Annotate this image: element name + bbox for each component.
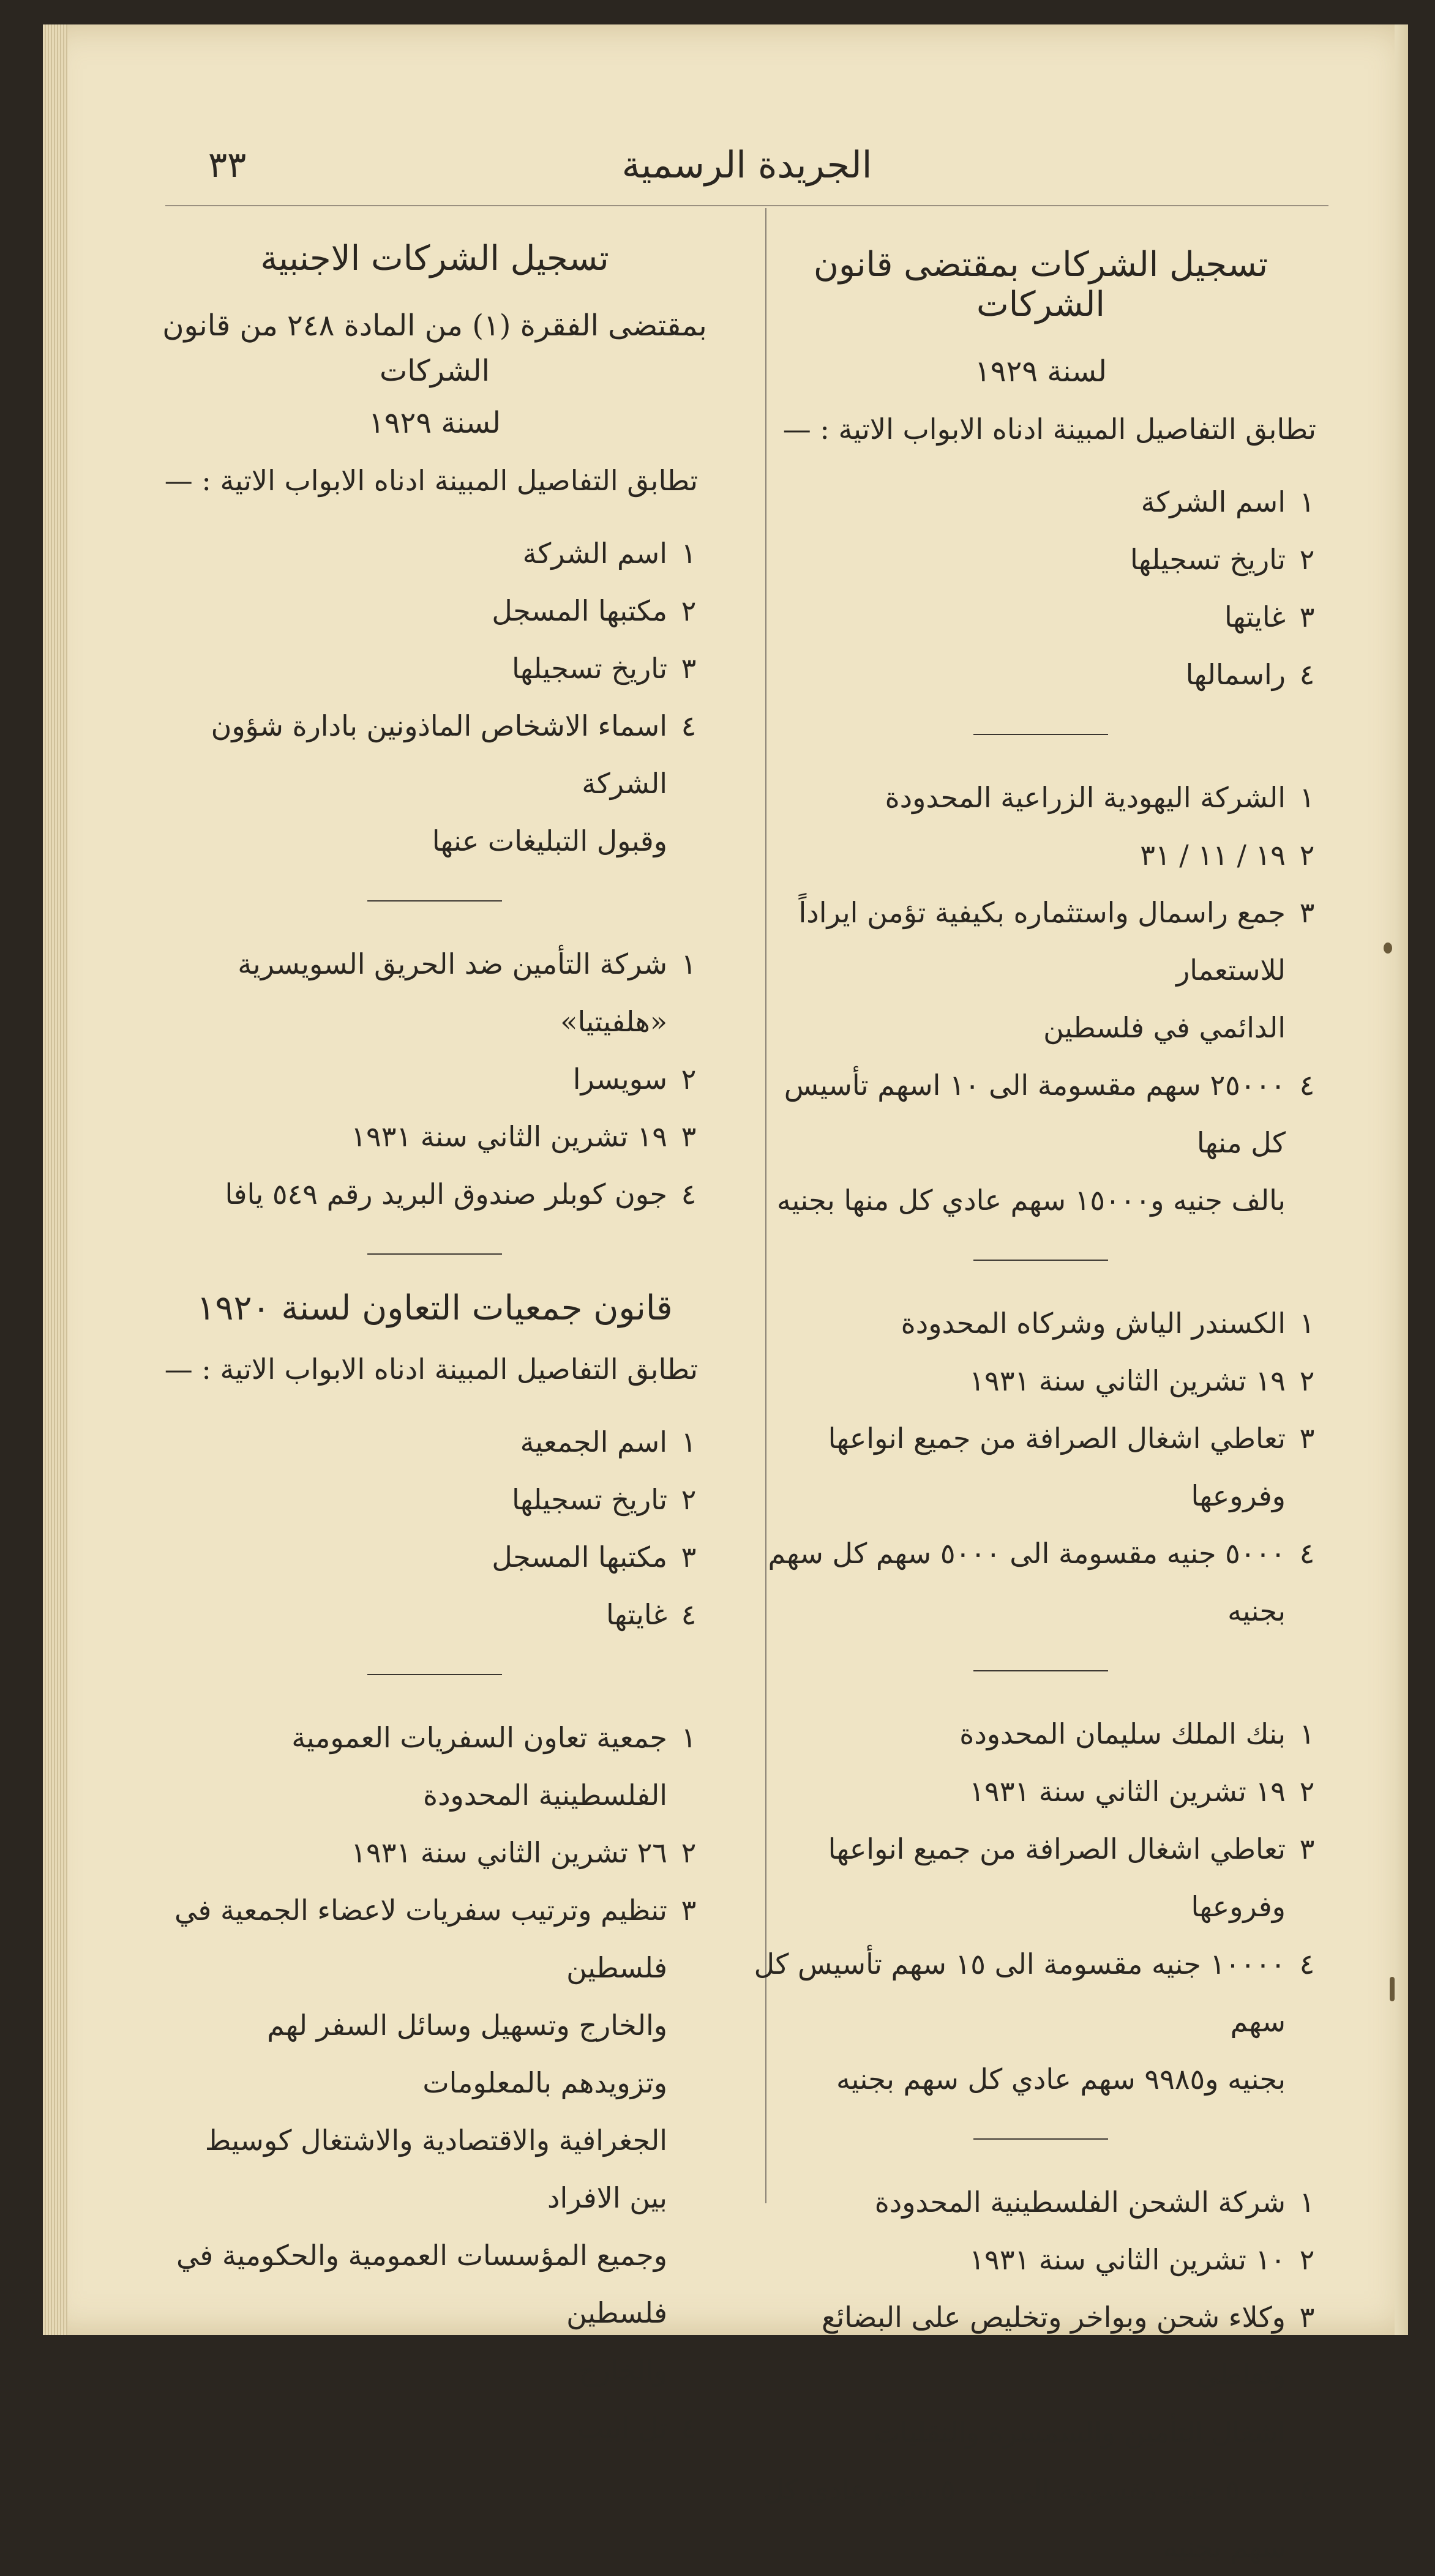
company-entry bbox=[753, 2173, 1328, 2576]
company-entry bbox=[753, 1705, 1328, 2108]
entry-number bbox=[667, 2227, 710, 2342]
entry-number: ٤ bbox=[1299, 1947, 1315, 1981]
entry-text: ٢٥٠٠٠ سهم مقسومة الى ١٠ اسهم تأسيس كل منها bbox=[784, 1069, 1286, 1160]
entry-line bbox=[753, 1409, 1328, 1525]
field-number: ١ bbox=[681, 1425, 697, 1459]
entry-line bbox=[753, 2173, 1328, 2231]
entry-line bbox=[753, 1705, 1328, 1763]
entry-line bbox=[159, 2399, 710, 2457]
entry-number: ١ bbox=[1299, 781, 1315, 815]
entry-number: ١ bbox=[1299, 2186, 1315, 2219]
entry-number bbox=[667, 1996, 710, 2111]
entry-text: جمع راسمال واستثماره بكيفية تؤمن ايراداً للاستعمار bbox=[798, 896, 1286, 987]
entry-line bbox=[159, 2111, 710, 2227]
section-title: تسجيل الشركات الاجنبية bbox=[260, 239, 609, 278]
field-label: تاريخ تسجيلها bbox=[511, 652, 667, 685]
field-item bbox=[159, 1528, 710, 1586]
field-label: اسم الشركة bbox=[522, 537, 667, 570]
entry-text: الكسندر الياش وشركاه المحدودة bbox=[901, 1307, 1286, 1340]
field-number: ٢ bbox=[681, 594, 697, 628]
entry-text: ١٠ تشرين الثاني سنة ١٩٣١ bbox=[969, 2243, 1286, 2277]
field-label: تاريخ تسجيلها bbox=[511, 1483, 667, 1517]
entry-line bbox=[753, 2231, 1328, 2288]
field-item bbox=[159, 582, 710, 640]
field-number: ٣ bbox=[1299, 600, 1315, 634]
entry-continuation: بالف جنيه و١٥٠٠٠ سهم عادي كل منها بجنيه bbox=[776, 1184, 1286, 1217]
entry-number: ٢ bbox=[1299, 1775, 1315, 1809]
field-label: مكتبها المسجل bbox=[492, 594, 667, 628]
divider-rule bbox=[367, 1674, 502, 1675]
entry-text: تعاطي اشغال الصرافة من جميع انواعها وفروعها bbox=[828, 1422, 1286, 1513]
ink-spot bbox=[1390, 1977, 1395, 2001]
entry-line bbox=[753, 769, 1328, 826]
entry-line bbox=[159, 2342, 710, 2399]
field-continuation: وقبول التبليغات عنها bbox=[432, 824, 667, 858]
field-label: اسم الشركة bbox=[1141, 485, 1286, 519]
entry-number: ٢ bbox=[681, 1836, 697, 1870]
entry-number: ٣ bbox=[681, 1894, 697, 1927]
field-number: ٣ bbox=[681, 1540, 697, 1574]
entry-number: ٢ bbox=[1299, 838, 1315, 872]
entry-text: والخارج وتسهيل وسائل السفر لهم وتزويدهم بالمعلومات bbox=[267, 2009, 667, 2100]
page-number: ٣٣ bbox=[208, 144, 247, 185]
entry-text: ١٠٠٠٠ جنيه مقسومة الى ١٥ سهم تأسيس كل سهم bbox=[754, 1947, 1286, 2039]
field-number: ١ bbox=[681, 537, 697, 570]
entry-line bbox=[159, 1050, 710, 1108]
field-number: ١ bbox=[1299, 485, 1315, 519]
entry-number: ١ bbox=[1299, 1717, 1315, 1751]
entry-text: ٥٠٠٠ جنيه مقسومة الى ٥٠٠٠ سهم عادي كل bbox=[763, 2473, 1286, 2507]
field-item bbox=[159, 1471, 710, 1528]
company-entry bbox=[753, 1294, 1328, 1640]
entry-number: ٢ bbox=[1299, 2243, 1315, 2277]
entry-number: ٢ bbox=[1299, 1364, 1315, 1398]
entry-number: ٤ bbox=[1299, 1069, 1315, 1102]
entry-line bbox=[753, 1056, 1328, 1171]
entry-text: بنك الملك سليمان المحدودة bbox=[959, 1717, 1286, 1751]
entry-text: جمعية تعاون السفريات العمومية الفلسطينية المحدودة bbox=[291, 1721, 667, 1812]
entry-line bbox=[159, 1824, 710, 1881]
entry-line bbox=[159, 1881, 710, 1996]
divider-rule bbox=[973, 1260, 1108, 1261]
coop-section-title: قانون جمعيات التعاون لسنة ١٩٢٠ bbox=[197, 1288, 673, 1329]
entry-number: ٣ bbox=[1299, 2301, 1315, 2334]
divider-rule bbox=[367, 900, 502, 902]
entry-text: ١٩ تشرين الثاني سنة ١٩٣١ bbox=[351, 1120, 667, 1154]
entry-line bbox=[753, 1820, 1328, 1935]
entry-line bbox=[159, 1165, 710, 1223]
field-item bbox=[159, 1586, 710, 1643]
section-subtitle: لسنة ١٩٢٩ bbox=[974, 354, 1107, 389]
entry-text: سويسرا bbox=[572, 1062, 667, 1096]
field-item bbox=[159, 640, 710, 697]
entry-text: تنظيم وترتيب سفريات لاعضاء الجمعية في فلسطين bbox=[174, 1894, 667, 1985]
entry-text: شركة الشحن الفلسطينية المحدودة bbox=[874, 2186, 1286, 2219]
entry-number: ٣ bbox=[681, 1120, 697, 1154]
field-number: ٢ bbox=[1299, 543, 1315, 577]
field-list bbox=[159, 1413, 710, 1643]
entry-text: تعاطي اشغال الصرافة من جميع انواعها وفروعها bbox=[828, 1832, 1286, 1924]
coop-section-intro: تطابق التفاصيل المبينة ادناه الابواب الاتية : — bbox=[164, 1353, 698, 1386]
entry-number: ٤ bbox=[681, 2411, 697, 2445]
gazette-page bbox=[43, 24, 1408, 2564]
entry-number: ١ bbox=[681, 1721, 697, 1755]
field-label: راسمالها bbox=[1185, 658, 1286, 692]
entry-line bbox=[753, 1935, 1328, 2050]
entry-line bbox=[753, 2288, 1328, 2403]
entry-text: شركة التأمين ضد الحريق السويسرية «هلفيتيا» bbox=[238, 947, 667, 1039]
field-number: ٤ bbox=[681, 709, 697, 743]
entry-line bbox=[753, 1352, 1328, 1409]
entry-number: ٣ bbox=[1299, 1422, 1315, 1455]
entry-number: ١ bbox=[1299, 1307, 1315, 1340]
entry-line bbox=[753, 826, 1328, 884]
entry-line bbox=[753, 1763, 1328, 1820]
entry-number bbox=[667, 2342, 710, 2399]
entry-number: ١ bbox=[681, 947, 697, 981]
entry-line bbox=[753, 1525, 1328, 1640]
divider-rule bbox=[973, 2138, 1108, 2140]
entry-continuation: الدائمي في فلسطين bbox=[1043, 1011, 1286, 1045]
entry-number: ٣ bbox=[1299, 1832, 1315, 1866]
field-item bbox=[753, 473, 1328, 531]
right-column bbox=[753, 233, 1328, 2576]
page-header bbox=[165, 132, 1328, 206]
entry-text: وجميع المؤسسات العمومية والحكومية في فلسطين bbox=[176, 2239, 667, 2330]
entry-line bbox=[159, 1709, 710, 1824]
foreign-company-entry bbox=[159, 935, 710, 1223]
entry-number: ٤ bbox=[1299, 1537, 1315, 1570]
page-stack-edges bbox=[43, 24, 67, 2335]
section-title: تسجيل الشركات بمقتضى قانون الشركات bbox=[813, 245, 1268, 324]
page-right-edge bbox=[1395, 24, 1408, 2335]
entry-continuation: بجنيه و٩٩٨٥ سهم عادي كل سهم بجنيه bbox=[836, 2063, 1286, 2096]
page-title: الجريدة الرسمية bbox=[621, 144, 872, 187]
entry-number: ٣ bbox=[1299, 896, 1315, 930]
entry-number: ٢ bbox=[681, 1062, 697, 1096]
entry-text: والخارج bbox=[579, 2354, 667, 2387]
field-item bbox=[159, 697, 710, 812]
entry-line bbox=[753, 884, 1328, 999]
field-number: ٤ bbox=[681, 1598, 697, 1632]
section-intro: تطابق التفاصيل المبينة ادناه الابواب الاتية : — bbox=[164, 464, 698, 498]
field-label: مكتبها المسجل bbox=[492, 1540, 667, 1574]
divider-rule bbox=[973, 734, 1108, 735]
section-subtitle: بمقتضى الفقرة (١) من المادة ٢٤٨ من قانون الشركات bbox=[162, 308, 707, 389]
coop-society-entry bbox=[159, 1709, 710, 2457]
entry-number: ٤ bbox=[1299, 2473, 1315, 2507]
left-column bbox=[159, 226, 710, 2457]
entry-text: تل ابيب bbox=[577, 2411, 667, 2445]
field-item bbox=[753, 646, 1328, 703]
field-list bbox=[753, 473, 1328, 703]
entry-text: الشركة اليهودية الزراعية المحدودة bbox=[885, 781, 1286, 815]
field-item bbox=[159, 1413, 710, 1471]
field-list bbox=[159, 525, 710, 870]
field-label: تاريخ تسجيلها bbox=[1130, 543, 1286, 577]
ink-spot bbox=[1384, 943, 1392, 954]
field-label: اسم الجمعية bbox=[520, 1425, 667, 1459]
field-number: ٣ bbox=[681, 652, 697, 685]
entry-line bbox=[159, 1108, 710, 1165]
entry-line bbox=[159, 1996, 710, 2111]
field-item bbox=[753, 588, 1328, 646]
entry-number: ٤ bbox=[681, 1178, 697, 1211]
entry-text: جون كوبلر صندوق البريد رقم ٥٤٩ يافا bbox=[225, 1178, 667, 1211]
field-label: اسماء الاشخاص الماذونين بادارة شؤون الشركة bbox=[211, 709, 667, 801]
field-item bbox=[159, 525, 710, 582]
company-entry bbox=[753, 769, 1328, 1229]
field-number: ٢ bbox=[681, 1483, 697, 1517]
entry-text: ١٩ تشرين الثاني سنة ١٩٣١ bbox=[969, 1775, 1286, 1809]
section-intro: تطابق التفاصيل المبينة ادناه الابواب الاتية : — bbox=[782, 413, 1316, 446]
field-label: غايتها bbox=[1224, 600, 1286, 634]
entry-text: ١٩ تشرين الثاني سنة ١٩٣١ bbox=[969, 1364, 1286, 1398]
entry-continuation: اشغال التأمين والسمسرة والنقليات bbox=[874, 2416, 1286, 2449]
entry-text: ٢٦ تشرين الثاني سنة ١٩٣١ bbox=[351, 1836, 667, 1870]
entry-number bbox=[667, 2111, 710, 2227]
entry-text: ١٩ / ١١ / ٣١ bbox=[1140, 838, 1286, 872]
entry-continuation: سهم بجنيه bbox=[1163, 2531, 1286, 2564]
divider-rule bbox=[973, 1670, 1108, 1671]
entry-line bbox=[159, 935, 710, 1050]
entry-line bbox=[159, 2227, 710, 2342]
entry-line bbox=[753, 1294, 1328, 1352]
divider-rule bbox=[367, 1253, 502, 1255]
field-label: غايتها bbox=[606, 1598, 667, 1632]
entry-line bbox=[753, 2461, 1328, 2518]
entry-text: وكلاء شحن وبواخر وتخليص على البضائع وتعاطي bbox=[822, 2301, 1286, 2392]
field-item bbox=[753, 531, 1328, 588]
entry-text: ٥٠٠٠ جنيه مقسومة الى ٥٠٠٠ سهم كل سهم بجنيه bbox=[768, 1537, 1286, 1628]
section-subtitle-year: لسنة ١٩٢٩ bbox=[368, 405, 501, 440]
entry-text: الجغرافية والاقتصادية والاشتغال كوسيط بين الافراد bbox=[204, 2124, 667, 2215]
field-number: ٤ bbox=[1299, 658, 1315, 692]
